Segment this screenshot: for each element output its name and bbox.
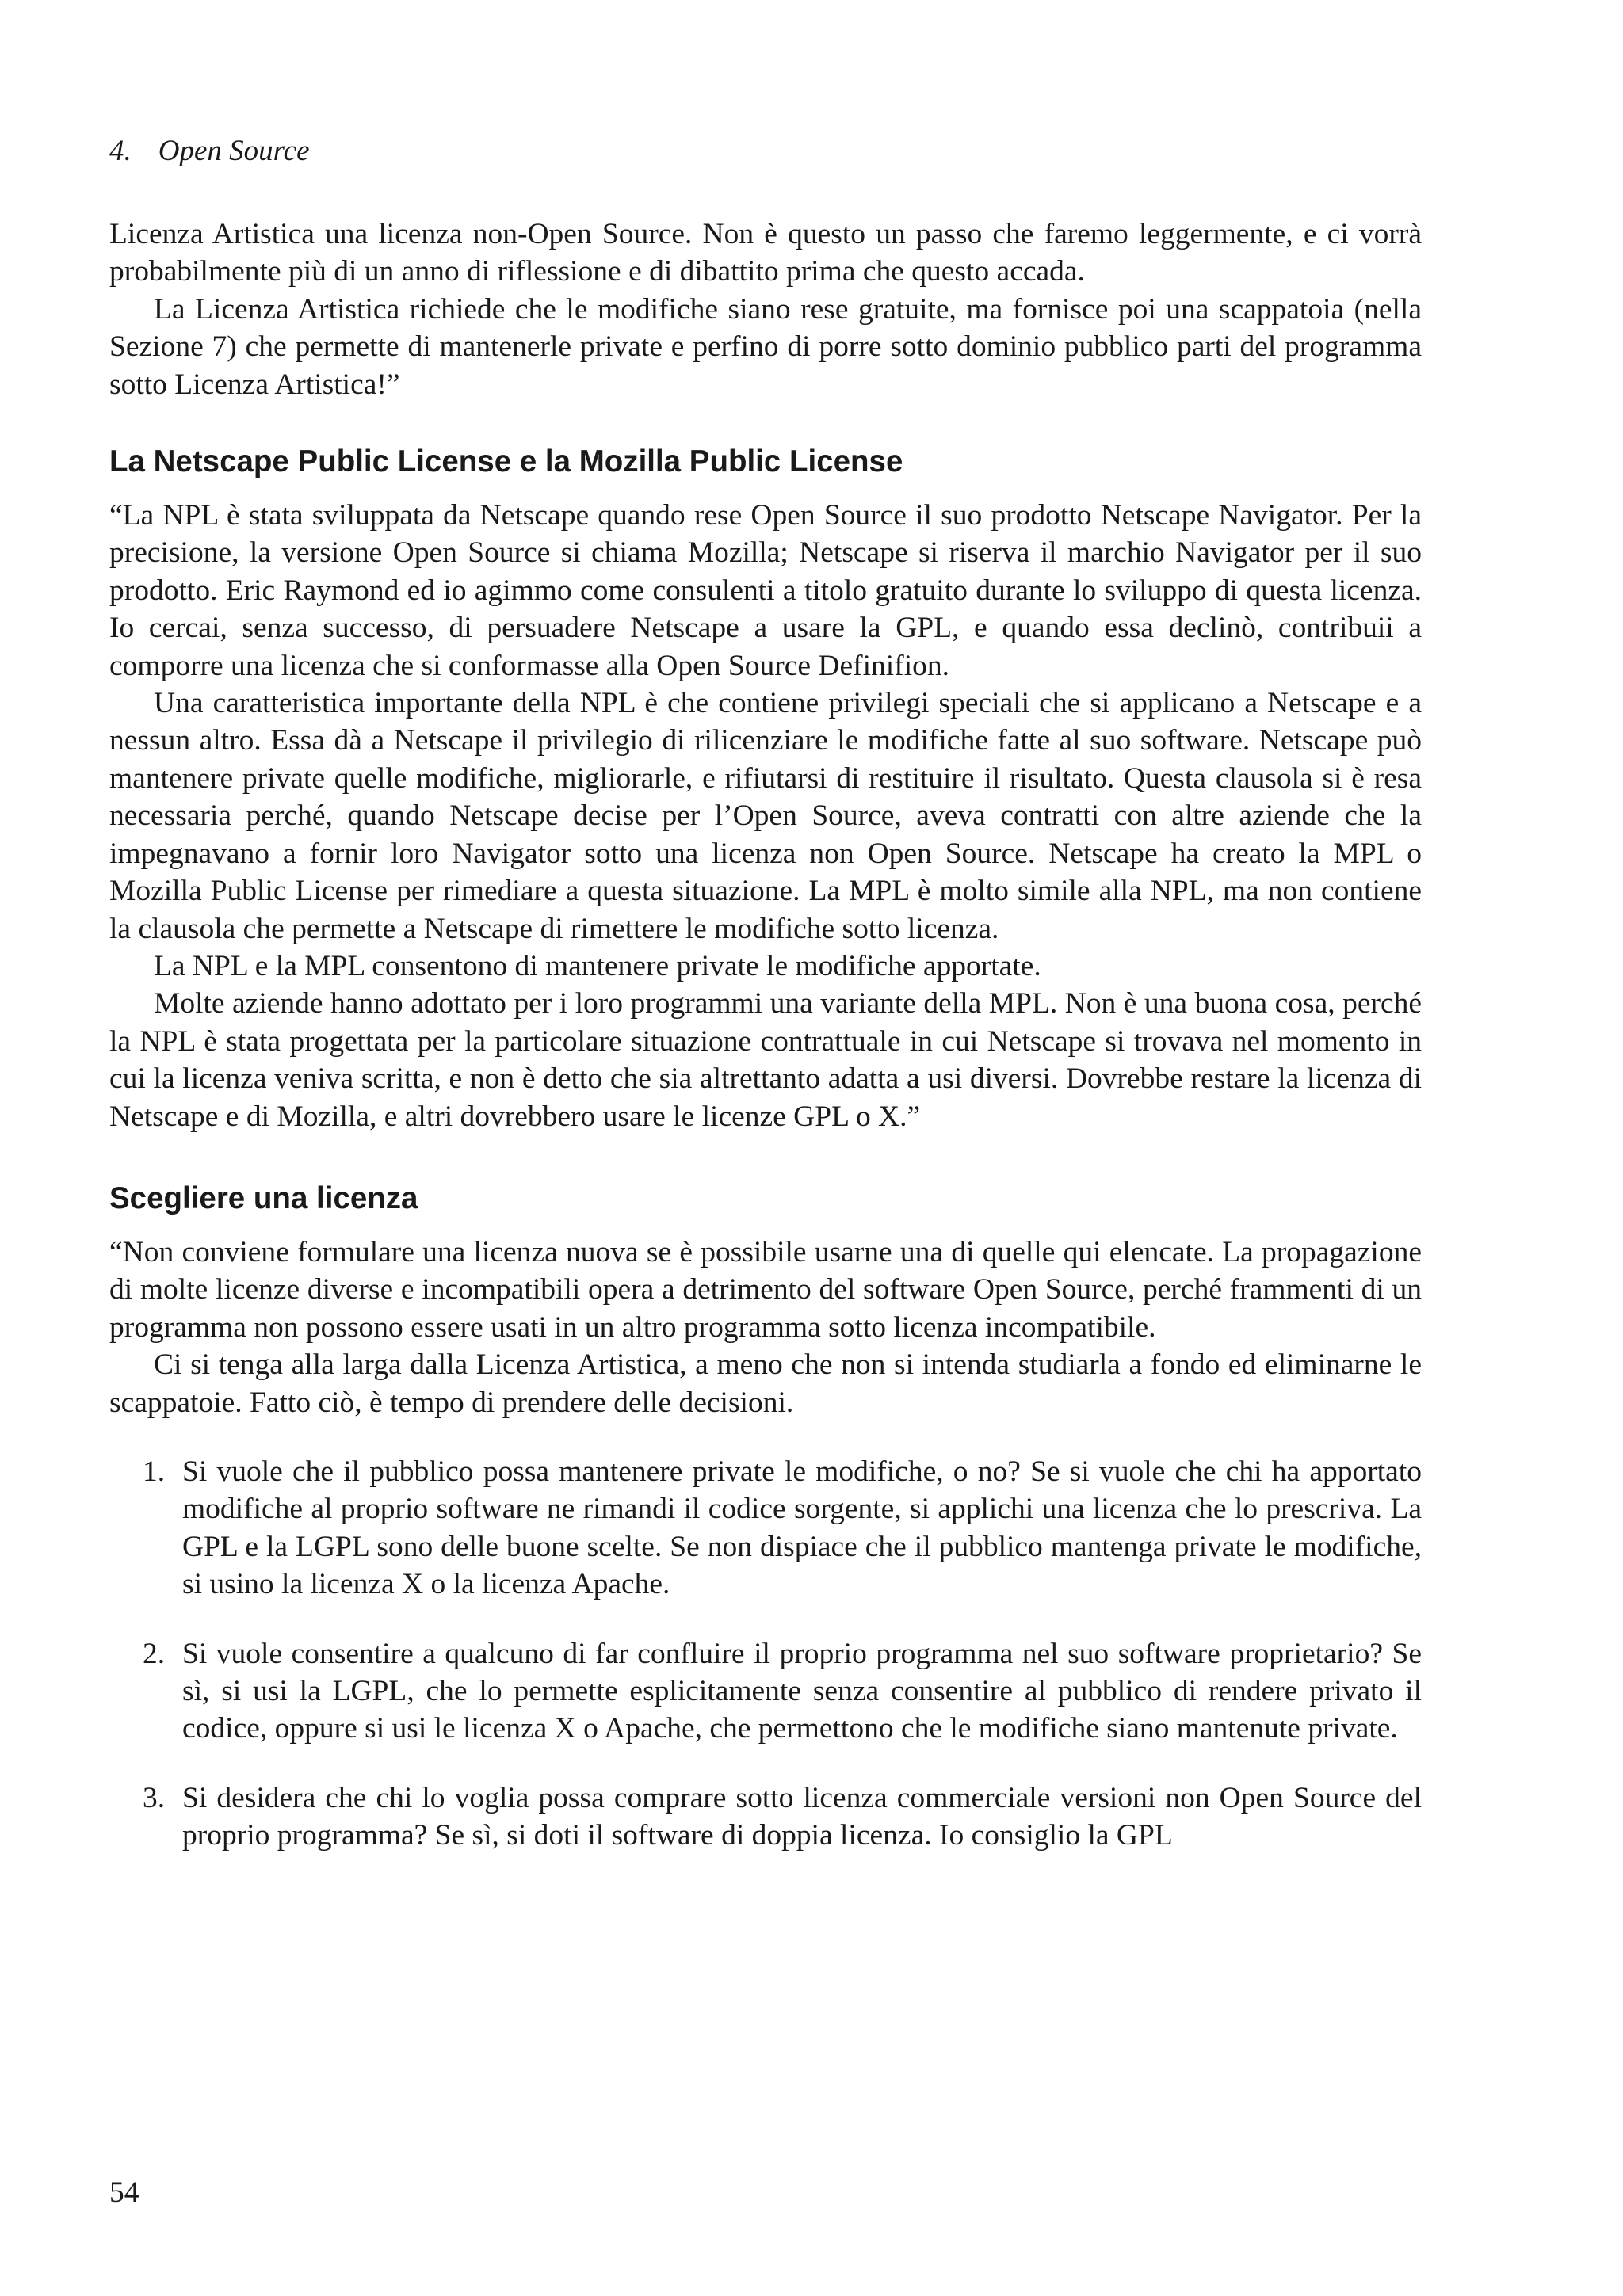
intro-paragraph-2: La Licenza Artistica richiede che le modifiche siano rese gratuite, ma fornisce poi una scappatoia (nella Sezione 7) che permette di mantenerle private e perfino di porre sotto dominio pubblico parti del programma sotto Licenza Artistica!”	[109, 292, 1422, 401]
choose-paragraph-1: “Non conviene formulare una licenza nuova se è possibile usarne una di quelle qui elencate. La propagazione di molte licenze diverse e incompatibili opera a detrimento del software Open Source, perché frammenti di un programma non possono essere usati in un altro programma sotto licenza incompatibile.	[109, 1235, 1422, 1344]
list-item-marker: 2.	[143, 1637, 166, 1670]
chapter-number: 4.	[109, 135, 132, 167]
choose-paragraph-2: Ci si tenga alla larga dalla Licenza Artistica, a meno che non si intenda studiarla a fondo ed eliminarne le scappatoie. Fatto ciò, è tempo di prendere delle decisioni.	[109, 1348, 1422, 1419]
npl-paragraph-3: La NPL e la MPL consentono di mantenere private le modifiche apportate.	[154, 949, 1041, 982]
page-number: 54	[109, 2176, 139, 2209]
list-item	[109, 1635, 1422, 1748]
list-item-marker: 3.	[143, 1781, 166, 1814]
chapter-title: Open Source	[158, 135, 310, 167]
section-heading-npl: La Netscape Public License e la Mozilla Public License	[109, 444, 903, 479]
list-item-marker: 1.	[143, 1455, 166, 1488]
list-item-text: Si desidera che chi lo voglia possa comprare sotto licenza commerciale versioni non Open Source del proprio programma? Se sì, si doti il software di doppia licenza. Io consiglio la GPL	[182, 1781, 1422, 1852]
npl-paragraph-2: Una caratteristica importante della NPL è che contiene privilegi speciali che si applicano a Netscape e a nessun altro. Essa dà a Netscape il privilegio di rilicenziare le modifiche fatte al suo software. Netscape può mantenere private quelle modifiche, migliorarle, e rifiutarsi di restituire il risultato. Questa clausola si è resa necessaria perché, quando Netscape decise per l’Open Source, aveva contratti con altre aziende che la impegnavano a fornir loro Navigator sotto una licenza non Open Source. Netscape ha creato la MPL o Mozilla Public License per rimediare a questa situazione. La MPL è molto simile alla NPL, ma non contiene la clausola che permette a Netscape di rimettere le modifiche sotto licenza.	[109, 687, 1422, 945]
list-item-text: Si vuole consentire a qualcuno di far confluire il proprio programma nel suo software proprietario? Se sì, si usi la LGPL, che lo permette esplicitamente senza consentire al pubblico di rendere privato il codice, oppure si usi le licenza X o Apache, che permettono che le modifiche siano mantenute private.	[182, 1637, 1422, 1745]
section-heading-choose-license: Scegliere una licenza	[109, 1180, 418, 1215]
list-item	[109, 1779, 1422, 1855]
decision-list	[109, 1453, 1422, 1855]
intro-paragraph-1: Licenza Artistica una licenza non-Open Source. Non è questo un passo che faremo leggermente, e ci vorrà probabilmente più di un anno di riflessione e di dibattito prima che questo accada.	[109, 218, 1422, 288]
list-item	[109, 1453, 1422, 1604]
npl-paragraph-1: “La NPL è stata sviluppata da Netscape quando rese Open Source il suo prodotto Netscape Navigator. Per la precisione, la versione Open Source si chiama Mozilla; Netscape si riserva il marchio Navigator per il suo prodotto. Eric Raymond ed io agimmo come consulenti a titolo gratuito durante lo sviluppo di questa licenza. Io cercai, senza successo, di persuadere Netscape a usare la GPL, e quando essa declinò, contribuii a comporre una licenza che si conformasse alla Open Source Definifion.	[109, 499, 1422, 682]
running-header	[109, 133, 310, 170]
list-item-text: Si vuole che il pubblico possa mantenere private le modifiche, o no? Se si vuole che chi ha apportato modifiche al proprio software ne rimandi il codice sorgente, si applichi una licenza che lo prescriva. La GPL e la LGPL sono delle buone scelte. Se non dispiace che il pubblico mantenga private le modifiche, si usino la licenza X o la licenza Apache.	[182, 1455, 1422, 1601]
page-body	[109, 215, 1422, 1886]
npl-paragraph-4: Molte aziende hanno adottato per i loro programmi una variante della MPL. Non è una buona cosa, perché la NPL è stata progettata per la particolare situazione contrattuale in cui Netscape si trovava nel momento in cui la licenza veniva scritta, e non è detto che sia altrettanto adatta a usi diversi. Dovrebbe restare la licenza di Netscape e di Mozilla, e altri dovrebbero usare le licenze GPL o X.”	[109, 987, 1422, 1133]
